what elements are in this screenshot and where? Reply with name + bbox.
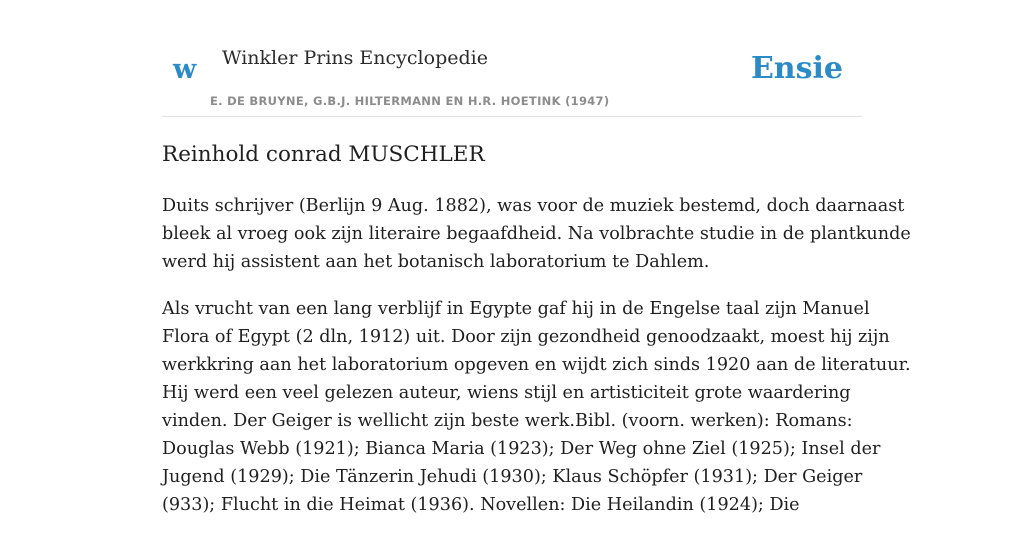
text-line: bleek al vroeg ook zijn literaire begaafdheid. Na volbrachte studie in de plantkunde [162, 224, 911, 244]
paragraph [162, 192, 911, 276]
text-line: Als vrucht van een lang verblijf in Egypte gaf hij in de Engelse taal zijn Manuel [162, 299, 870, 319]
ensie-logo-link[interactable]: Ensie [750, 51, 843, 86]
text-line: vinden. Der Geiger is wellicht zijn beste werk.Bibl. (voorn. werken): Romans: [162, 411, 853, 431]
text-line: Douglas Webb (1921); Bianca Maria (1923); Der Weg ohne Ziel (1925); Insel der [162, 439, 881, 459]
winkler-prins-logo[interactable]: w [173, 54, 197, 85]
work-authors: E. DE BRUYNE, G.B.J. HILTERMANN EN H.R. HOETINK (1947) [210, 94, 610, 108]
site-header [162, 0, 862, 117]
article-page [162, 0, 911, 515]
text-line: Hij werd een veel gelezen auteur, wiens stijl en artisticiteit grote waardering [162, 383, 851, 403]
text-line: werkkring aan het laboratorium opgeven en wijdt zich sinds 1920 aan de literatuur. [162, 355, 911, 375]
text-line: Flora of Egypt (2 dln, 1912) uit. Door zijn gezondheid genoodzaakt, moest hij zijn [162, 327, 890, 347]
text-line: (933); Flucht in die Heimat (1936). Novellen: Die Heilandin (1924); Die [162, 495, 800, 515]
work-title-link[interactable]: Winkler Prins Encyclopedie [222, 47, 488, 69]
entry-body [162, 192, 911, 538]
text-line: werd hij assistent aan het botanisch laboratorium te Dahlem. [162, 252, 710, 272]
text-line: Duits schrijver (Berlijn 9 Aug. 1882), was voor de muziek bestemd, doch daarnaast [162, 196, 905, 216]
paragraph [162, 295, 911, 519]
entry-title: Reinhold conrad MUSCHLER [162, 142, 485, 167]
text-line: Jugend (1929); Die Tänzerin Jehudi (1930); Klaus Schöpfer (1931); Der Geiger [162, 467, 863, 487]
